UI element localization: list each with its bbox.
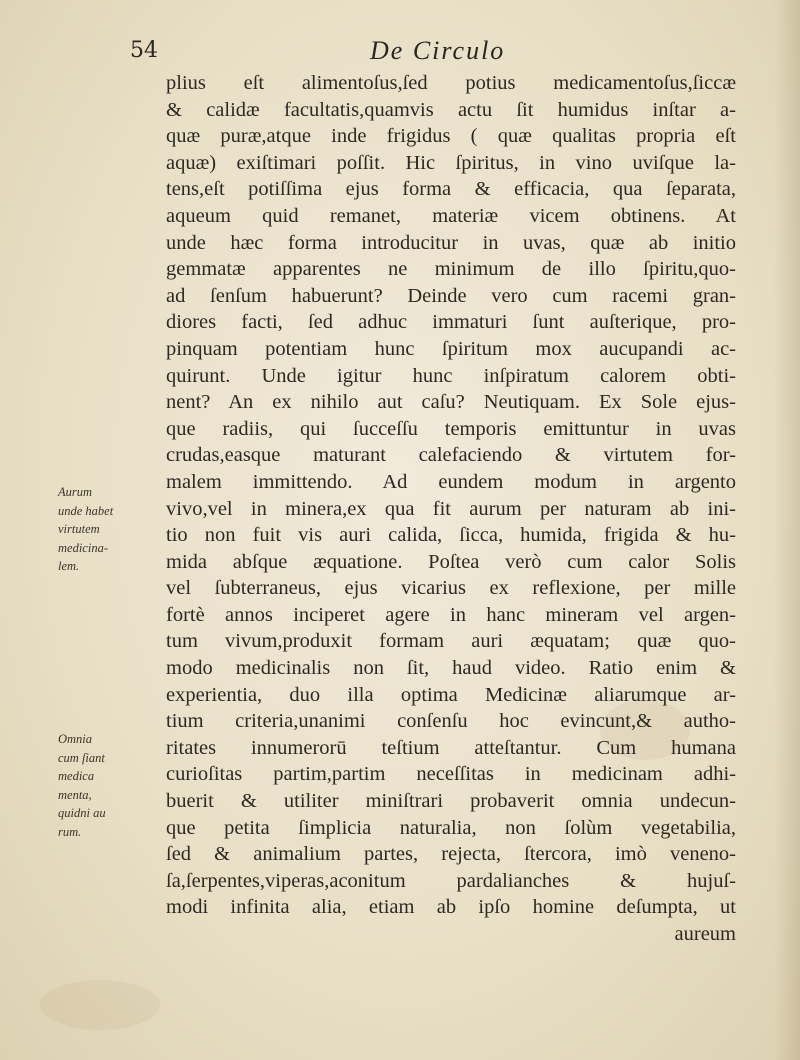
text-line: que petita ſimplicia naturalia, non ſolùm vegetabilia, <box>166 816 736 839</box>
text-line: tum vivum,produxit formam auri æquatam; quæ quo- <box>166 630 736 653</box>
text-line: crudas,easque maturant calefaciendo & virtutem for- <box>166 444 736 467</box>
text-line: aquæ) exiſtimari poſſit. Hic ſpiritus, in vino uviſque la- <box>166 151 736 174</box>
page-number: 54 <box>130 38 158 63</box>
margin-note-line: medica <box>58 769 95 783</box>
text-line: que radiis, qui ſucceſſu temporis emittuntur in uvas <box>166 417 736 440</box>
margin-note-line: cum ſiant <box>58 750 105 765</box>
text-line: tens,eſt potiſſima ejus forma & efficacia, qua ſeparata, <box>166 178 736 201</box>
text-line: buerit & utiliter miniſtrari probaverit omnia undecun- <box>166 790 736 813</box>
text-line: aureum <box>674 923 736 945</box>
margin-note-line: unde habet <box>58 503 114 518</box>
page-fold-shadow <box>774 0 800 1060</box>
text-line: ſa,ſerpentes,viperas,aconitum pardalianches & hujuſ- <box>166 869 736 892</box>
margin-note-aurum <box>58 483 158 576</box>
text-line: ſed & animalium partes, rejecta, ſtercora, imò veneno- <box>166 843 736 866</box>
text-line: diores facti, ſed adhuc immaturi ſunt auſterique, pro- <box>166 311 736 334</box>
text-line: tio non fuit vis auri calida, ſicca, humida, frigida & hu- <box>166 524 736 547</box>
margin-note-line: medicina- <box>58 540 108 555</box>
margin-note-line: rum. <box>58 824 82 839</box>
text-line: tium criteria,unanimi conſenſu hoc evincunt,& autho- <box>166 710 736 733</box>
text-line: curioſitas partim,partim neceſſitas in medicinam adhi- <box>166 763 736 786</box>
margin-note-line: Omnia <box>58 732 93 746</box>
margin-note-line: lem. <box>58 559 80 573</box>
margin-note-line: menta, <box>58 787 92 802</box>
text-line: modo medicinalis non ſit, haud video. Ratio enim & <box>166 657 736 680</box>
page-header <box>130 38 650 68</box>
text-line: ad ſenſum habuerunt? Deinde vero cum racemi gran- <box>166 284 736 307</box>
margin-note-line: Aurum <box>58 485 93 499</box>
text-line: vel ſubterraneus, ejus vicarius ex reflexione, per mille <box>166 577 736 600</box>
text-line: aqueum quid remanet, materiæ vicem obtinens. At <box>166 204 736 227</box>
text-line: malem immittendo. Ad eundem modum in argento <box>166 470 736 493</box>
text-line: unde hæc forma introducitur in uvas, quæ ab initio <box>166 231 736 254</box>
margin-note-line: quidni au <box>58 806 106 820</box>
text-line: nent? An ex nihilo aut caſu? Neutiquam. Ex Sole ejus- <box>166 391 736 414</box>
running-head: De Circulo <box>370 36 506 65</box>
text-line: quæ puræ,atque inde frigidus ( quæ qualitas propria eſt <box>166 125 736 148</box>
text-line: experientia, duo illa optima Medicinæ aliarumque ar- <box>166 683 736 706</box>
text-line: modi infinita alia, etiam ab ipſo homine deſumpta, ut <box>166 896 736 919</box>
margin-note-omnia <box>58 730 158 841</box>
body-text <box>166 70 736 948</box>
text-line: gemmatæ apparentes ne minimum de illo ſpiritu,quo- <box>166 258 736 281</box>
margin-note-line: virtutem <box>58 522 100 536</box>
text-line: vivo,vel in minera,ex qua fit aurum per naturam ab ini- <box>166 497 736 520</box>
paper-stain <box>40 980 160 1030</box>
text-line: pinquam potentiam hunc ſpiritum mox aucupandi ac- <box>166 337 736 360</box>
text-line: mida abſque æquatione. Poſtea verò cum calor Solis <box>166 550 736 573</box>
text-line: ritates innumerorū teſtium atteſtantur. Cum humana <box>166 736 736 759</box>
text-line: & calidæ facultatis,quamvis actu ſit humidus inſtar a- <box>166 98 736 121</box>
text-line: plius eſt alimentoſus,ſed potius medicamentoſus,ſiccæ <box>166 72 736 94</box>
text-line: fortè annos inciperet agere in hanc mineram vel argen- <box>166 603 736 626</box>
text-line: quirunt. Unde igitur hunc inſpiratum calorem obti- <box>166 364 736 387</box>
